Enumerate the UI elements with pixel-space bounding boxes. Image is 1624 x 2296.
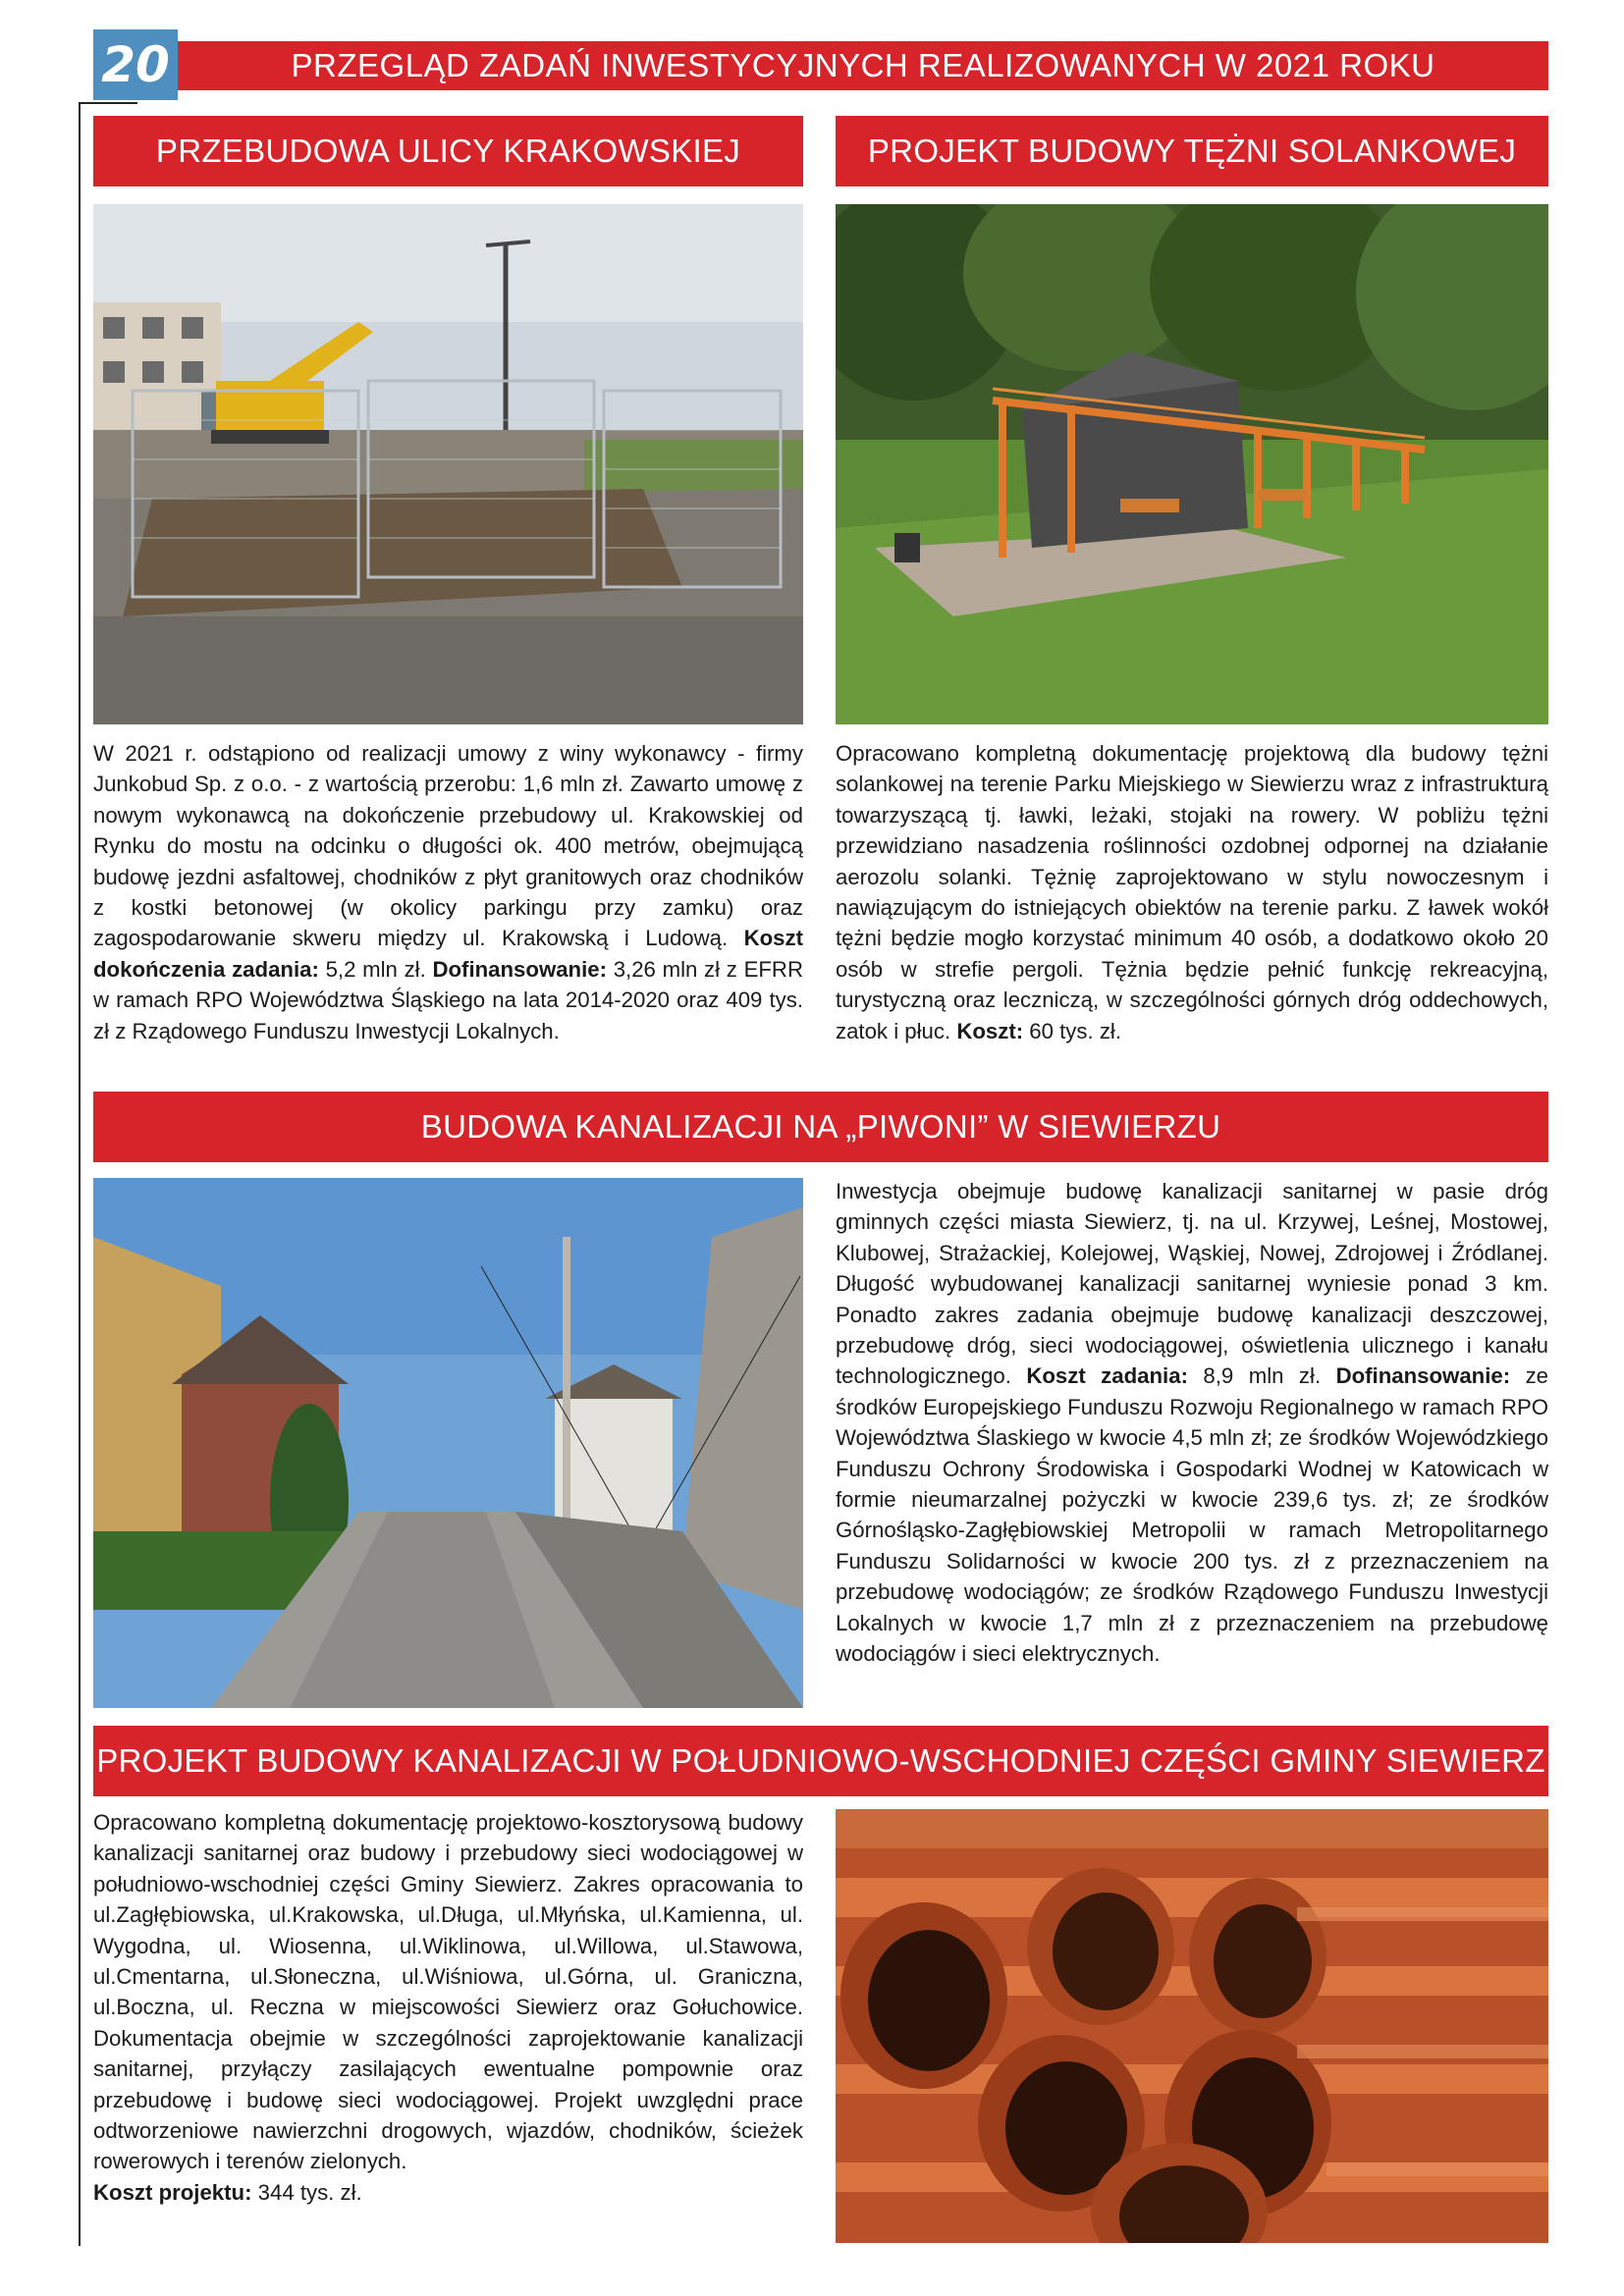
- page-number: 20: [93, 29, 178, 100]
- text-teznia: Opracowano kompletną dokumentację projektową dla budowy tężni solankowej na terenie Parku Miejskiego w Siewierzu wraz z infrastrukturą towarzyszącą tj. ławki, leżaki, stojaki na rowery. W pobliżu tężni przewidziano nasadzenia roślinności ozdobnej odpornej na działanie aerozolu solanki. Tężnię zaprojektowano w stylu nowoczesnym i nawiązującym do istniejących obiektów na terenie parku. Z ławek wokół tężni będzie mogło korzystać minimum 40 osób, a dodatkowo około 20 osób w strefie pergoli. Tężnia będzie pełnić funkcję rekreacyjną, turystyczną oraz leczniczą, w szczególności górnych dróg oddechowych, zatok i płuc. Koszt: 60 tys. zł.: [836, 741, 1548, 1043]
- photo-paved-street: [93, 1178, 803, 1708]
- section-title-teznia: PROJEKT BUDOWY TĘŻNI SOLANKOWEJ: [836, 116, 1548, 187]
- photo-graduation-tower-render: [836, 204, 1548, 724]
- section-title-krakowska: PRZEBUDOWA ULICY KRAKOWSKIEJ: [93, 116, 803, 187]
- text-piwonia: Inwestycja obejmuje budowę kanalizacji sanitarnej w pasie dróg gminnych części miasta Siewierz, tj. na ul. Krzywej, Leśnej, Mostowej, Klubowej, Strażackiej, Kolejowej, Wąskiej, Nowej, Zdrojowej i Źródlanej. Długość wybudowanej kanalizacji sanitarnej wyniesie ponad 3 km. Ponadto zakres zadania obejmuje budowę kanalizacji deszczowej, przebudowę dróg, sieci wodociągowej, oświetlenia ulicznego i kanału technologicznego. Koszt zadania: 8,9 mln zł. Dofinansowanie: ze środków Europejskiego Funduszu Rozwoju Regionalnego w ramach RPO Województwa Ślaskiego w kwocie 4,5 mln zł; ze środków Wojewódzkiego Funduszu Ochrony Środowiska i Gospodarki Wodnej w Katowicach w formie nieumarzalnej pożyczki w kwocie 239,6 tys. zł; ze środków Górnośląsko-Zagłębiowskiej Metropolii w ramach Metropolitarnego Funduszu Solidarności w kwocie 200 tys. zł z przeznaczeniem na przebudowę wodociągów; ze środków Rządowego Funduszu Inwestycji Lokalnych w kwocie 1,7 mln zł z przeznaczeniem na przebudowę wodociągów i sieci elektrycznych.: [836, 1179, 1548, 1667]
- photo-construction-site: [93, 204, 803, 724]
- photo-orange-pipes: [836, 1809, 1548, 2243]
- left-rule: [79, 102, 81, 2246]
- page-header-title: PRZEGLĄD ZADAŃ INWESTYCYJNYCH REALIZOWANYCH W 2021 ROKU: [178, 41, 1548, 90]
- section-title-piwonia: BUDOWA KANALIZACJI NA „PIWONI” W SIEWIERZU: [93, 1092, 1548, 1162]
- text-poludnie: Opracowano kompletną dokumentację projektowo-kosztorysową budowy kanalizacji sanitarnej oraz budowy i przebudowy sieci wodociągowej w południowo-wschodniej części Gminy Siewierz. Zakres opracowania to ul.Zagłębiowska, ul.Krakowska, ul.Długa, ul.Młyńska, ul.Kamienna, ul. Wygodna, ul. Wiosenna, ul.Wiklinowa, ul.Willowa, ul.Stawowa, ul.Cmentarna, ul.Słoneczna, ul.Wiśniowa, ul.Górna, ul. Graniczna, ul.Boczna, ul. Reczna w miejscowości Siewierz oraz Gołuchowice. Dokumentacja obejmie w szczególności zaprojektowanie kanalizacji sanitarnej, przyłączy zasilających ewentualne pompownie oraz przebudowę i budowę sieci wodociągowej. Projekt uwzględni prace odtworzeniowe nawierzchni drogowych, wjazdów, chodników, ścieżek rowerowych i terenów zielonych. Koszt projektu: 344 tys. zł.: [93, 1810, 803, 2205]
- text-krakowska: W 2021 r. odstąpiono od realizacji umowy z winy wykonawcy - firmy Junkobud Sp. z o.o. - z wartością przerobu: 1,6 mln zł. Zawarto umowę z nowym wykonawcą na dokończenie przebudowy ul. Krakowskiej od Rynku do mostu na odcinku o długości ok. 400 metrów, obejmującą budowę jezdni asfaltowej, chodników z płyt granitowych oraz chodników z kostki betonowej (w okolicy parkingu przy zamku) oraz zagospodarowanie skweru między ul. Krakowską i Ludową. Koszt dokończenia zadania: 5,2 mln zł. Dofinansowanie: 3,26 mln zł z EFRR w ramach RPO Województwa Śląskiego na lata 2014-2020 oraz 409 tys. zł z Rządowego Funduszu Inwestycji Lokalnych.: [93, 741, 803, 1043]
- section-title-poludnie: PROJEKT BUDOWY KANALIZACJI W POŁUDNIOWO-WSCHODNIEJ CZĘŚCI GMINY SIEWIERZ: [93, 1726, 1548, 1796]
- top-rule: [79, 102, 137, 104]
